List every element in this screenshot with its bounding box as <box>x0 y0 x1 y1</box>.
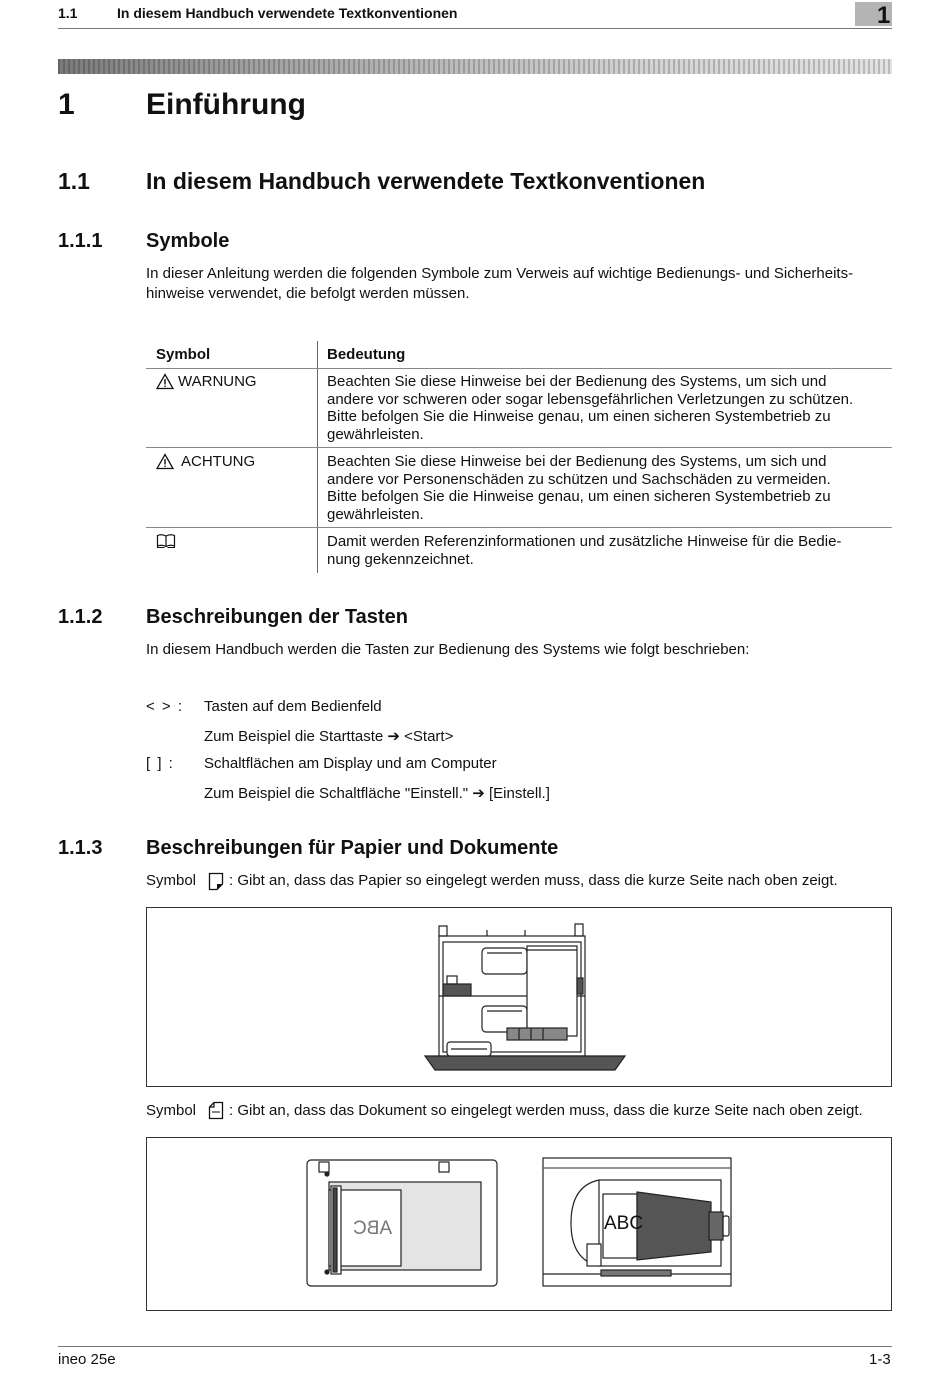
document-symbol-label: Symbol <box>146 1102 197 1119</box>
table-row-symbol-warnung <box>156 373 257 390</box>
platen-illustration <box>305 1158 500 1290</box>
tasten-intro: In diesem Handbuch werden die Tasten zur Bedienung des Systems wie folgt beschrieben: <box>146 641 750 658</box>
table-row-meaning-warnung <box>327 373 887 443</box>
sample-text: ABC <box>604 1213 644 1234</box>
meaning-line: Beachten Sie diese Hinweise bei der Bedienung des Systems, um sich und <box>327 453 827 470</box>
table-column-divider <box>317 341 318 573</box>
paper-symbol-description: : Gibt an, dass das Papier so eingelegt werden muss, dass die kurze Seite nach oben zeigt. <box>229 872 838 889</box>
subsection-number-symbole: 1.1.1 <box>58 230 103 252</box>
decorative-stripe <box>58 59 892 74</box>
key-example-angle: Zum Beispiel die Starttaste ➔ <Start> <box>204 728 454 745</box>
symbole-intro-line-1: In dieser Anleitung werden die folgenden Symbole zum Verweis auf wichtige Bedienungs- und Sicherheits- <box>146 265 854 282</box>
symbol-label-achtung: ACHTUNG <box>181 453 256 470</box>
table-row-symbol-achtung <box>156 453 255 470</box>
chapter-tab-number: 1 <box>877 2 891 29</box>
key-notation-angle: < > : <box>146 698 183 715</box>
footer-page-number: 1-3 <box>869 1351 891 1368</box>
subsection-title-tasten: Beschreibungen der Tasten <box>146 606 408 628</box>
paper-tray-illustration <box>147 908 890 1085</box>
subsection-number-papier: 1.1.3 <box>58 837 103 859</box>
key-example-bracket: Zum Beispiel die Schaltfläche "Einstell." ➔ [Einstell.] <box>204 785 550 802</box>
table-row-symbol-reference <box>156 533 176 549</box>
document-placement-figure <box>146 1137 892 1311</box>
table-rule <box>146 527 892 528</box>
caution-triangle-icon <box>156 453 174 470</box>
warning-triangle-icon <box>156 373 174 390</box>
document-short-edge-icon <box>208 1101 224 1120</box>
meaning-line: nung gekennzeichnet. <box>327 550 474 568</box>
subsection-title-symbole: Symbole <box>146 230 230 252</box>
header-rule <box>58 28 892 29</box>
meaning-line: Bitte befolgen Sie die Hinweise genau, um einen sicheren Systembetrieb zu <box>327 488 831 505</box>
key-description-angle: Tasten auf dem Bedienfeld <box>204 698 382 715</box>
document-symbol-description: : Gibt an, dass das Dokument so eingelegt werden muss, dass die kurze Seite nach oben zeigt. <box>229 1102 863 1119</box>
paper-short-edge-icon <box>208 872 224 891</box>
meaning-line: Beachten Sie diese Hinweise bei der Bedienung des Systems, um sich und <box>327 373 827 390</box>
meaning-line: andere vor schweren oder sogar lebensgefährlichen Verletzungen zu schützen. <box>327 390 854 408</box>
key-description-bracket: Schaltflächen am Display und am Computer <box>204 755 497 772</box>
section-number: 1.1 <box>58 168 90 194</box>
table-rule <box>146 447 892 448</box>
running-header-title: In diesem Handbuch verwendete Textkonventionen <box>117 5 458 21</box>
open-book-icon <box>156 533 176 549</box>
section-title: In diesem Handbuch verwendete Textkonventionen <box>146 168 706 194</box>
footer-rule <box>58 1346 892 1347</box>
symbole-intro-line-2: hinweise verwendet, die befolgt werden müssen. <box>146 285 470 302</box>
chapter-title: Einführung <box>146 88 306 121</box>
meaning-line: gewährleisten. <box>327 505 424 523</box>
mirrored-sample-text: ABC <box>353 1218 393 1239</box>
table-row-meaning-achtung <box>327 453 887 523</box>
key-notation-bracket: [ ] : <box>146 755 173 772</box>
subsection-title-papier: Beschreibungen für Papier und Dokumente <box>146 837 559 859</box>
table-row-meaning-reference <box>327 533 887 568</box>
paper-symbol-label: Symbol <box>146 872 197 889</box>
footer-product: ineo 25e <box>58 1351 116 1368</box>
chapter-number: 1 <box>58 88 75 121</box>
table-rule <box>146 368 892 369</box>
table-header-symbol: Symbol <box>156 346 211 363</box>
running-header-number: 1.1 <box>58 5 78 21</box>
subsection-number-tasten: 1.1.2 <box>58 606 103 628</box>
meaning-line: Damit werden Referenzinformationen und zusätzliche Hinweise für die Bedie- <box>327 533 842 550</box>
meaning-line: andere vor Personenschäden zu schützen und Sachschäden zu vermeiden. <box>327 470 831 488</box>
table-header-meaning: Bedeutung <box>327 346 406 363</box>
meaning-line: Bitte befolgen Sie die Hinweise genau, um einen sicheren Systembetrieb zu <box>327 408 831 425</box>
paper-tray-figure <box>146 907 892 1087</box>
meaning-line: gewährleisten. <box>327 425 424 443</box>
symbol-label-warnung: WARNUNG <box>178 373 257 390</box>
